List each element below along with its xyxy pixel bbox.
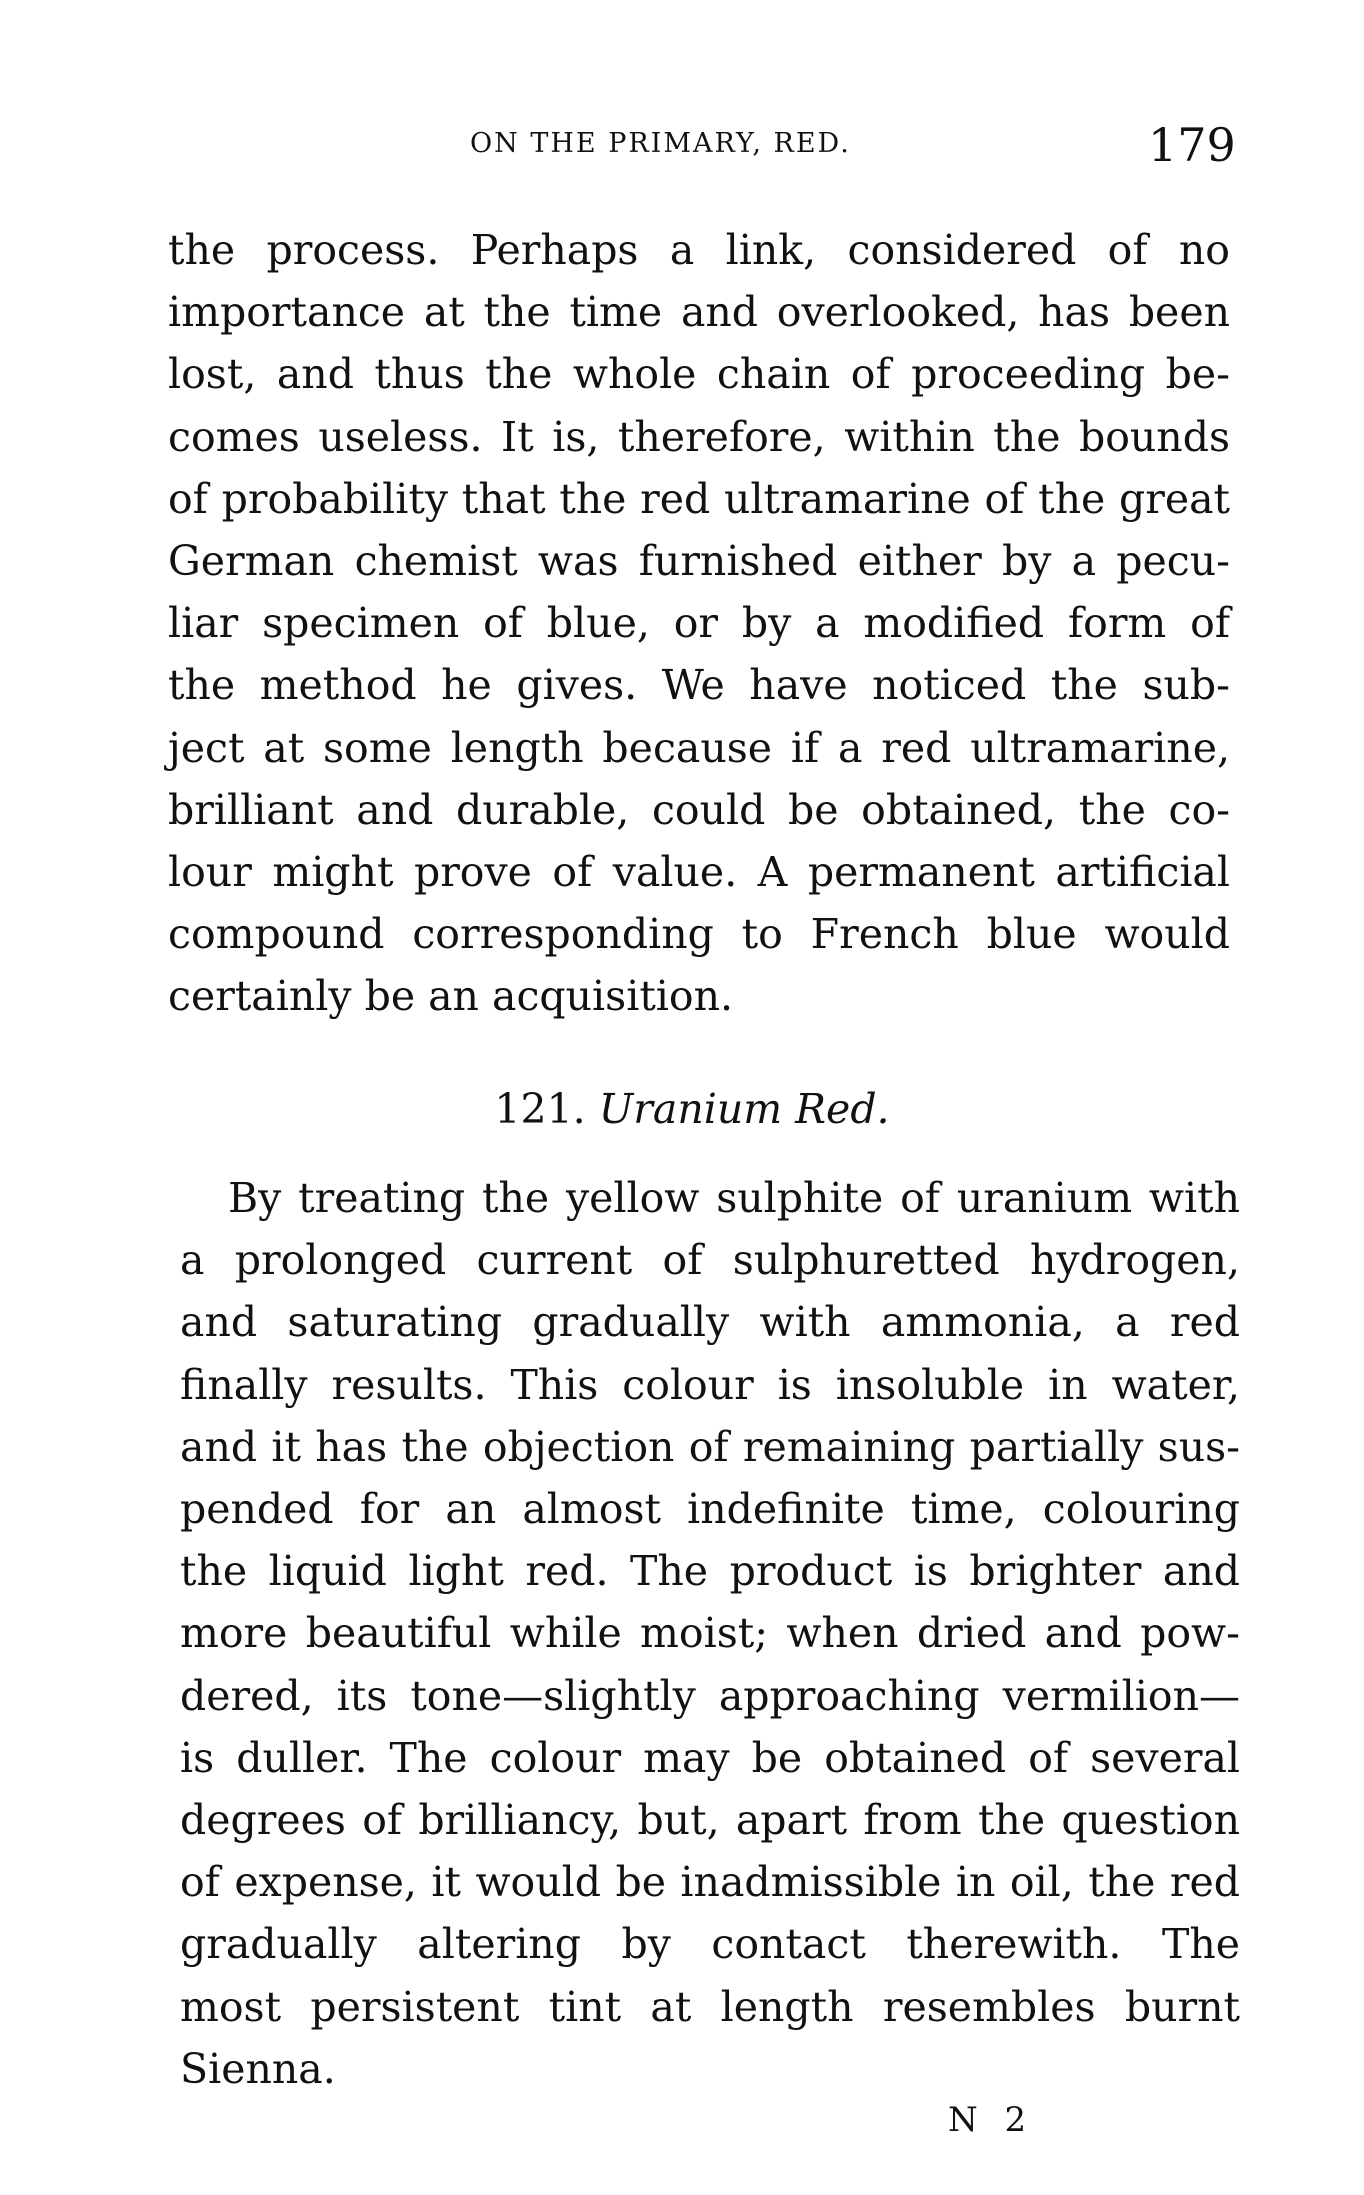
text-line: By treating the yellow sulphite of uranium with — [228, 1174, 1240, 1222]
text-line: gradually altering by contact therewith. The — [180, 1920, 1240, 1969]
text-line: German chemist was furnished either by a pecu- — [168, 537, 1230, 585]
section-title: Uranium Red. — [598, 1085, 890, 1133]
text-line: and it has the objection of remaining partially sus- — [180, 1422, 1240, 1471]
text-line: comes useless. It is, therefore, within the bounds — [168, 412, 1230, 461]
text-line: a prolonged current of sulphuretted hydrogen, — [180, 1236, 1240, 1285]
text-line: the process. Perhaps a link, considered of no — [168, 226, 1230, 274]
text-line: ject at some length because if a red ultramarine, — [168, 723, 1230, 772]
text-line: brilliant and durable, could be obtained, the co- — [168, 785, 1230, 834]
text-line: more beautiful while moist; when dried and pow- — [180, 1609, 1240, 1658]
text-line: Sienna. — [180, 2044, 336, 2093]
text-line: of probability that the red ultramarine of the great — [168, 474, 1230, 523]
text-line: compound corresponding to French blue would — [168, 910, 1230, 959]
text-line: the method he gives. We have noticed the sub- — [168, 661, 1230, 710]
section-number: 121. — [494, 1085, 586, 1133]
section-heading — [0, 1085, 1364, 1133]
text-line: certainly be an acquisition. — [168, 972, 734, 1021]
text-line: dered, its tone—slightly approaching vermilion— — [180, 1671, 1240, 1720]
text-line: liar specimen of blue, or by a modified form of — [168, 599, 1230, 648]
text-line: the liquid light red. The product is brighter and — [180, 1547, 1240, 1596]
text-line: and saturating gradually with ammonia, a red — [180, 1298, 1240, 1347]
signature-mark: N 2 — [948, 2100, 1035, 2140]
text-line: pended for an almost indefinite time, colouring — [180, 1485, 1240, 1533]
text-line: lour might prove of value. A permanent artificial — [168, 848, 1230, 896]
text-line: most persistent tint at length resembles burnt — [180, 1982, 1240, 2031]
text-line: is duller. The colour may be obtained of several — [180, 1733, 1240, 1782]
page-number: 179 — [1148, 118, 1236, 172]
running-title: ON THE PRIMARY, RED. — [470, 128, 851, 159]
text-line: of expense, it would be inadmissible in oil, the red — [180, 1858, 1240, 1907]
text-line: finally results. This colour is insoluble in water, — [180, 1360, 1240, 1409]
text-line: lost, and thus the whole chain of proceeding be- — [168, 350, 1230, 399]
text-line: degrees of brilliancy, but, apart from the question — [180, 1796, 1240, 1844]
text-line: importance at the time and overlooked, has been — [168, 288, 1230, 337]
